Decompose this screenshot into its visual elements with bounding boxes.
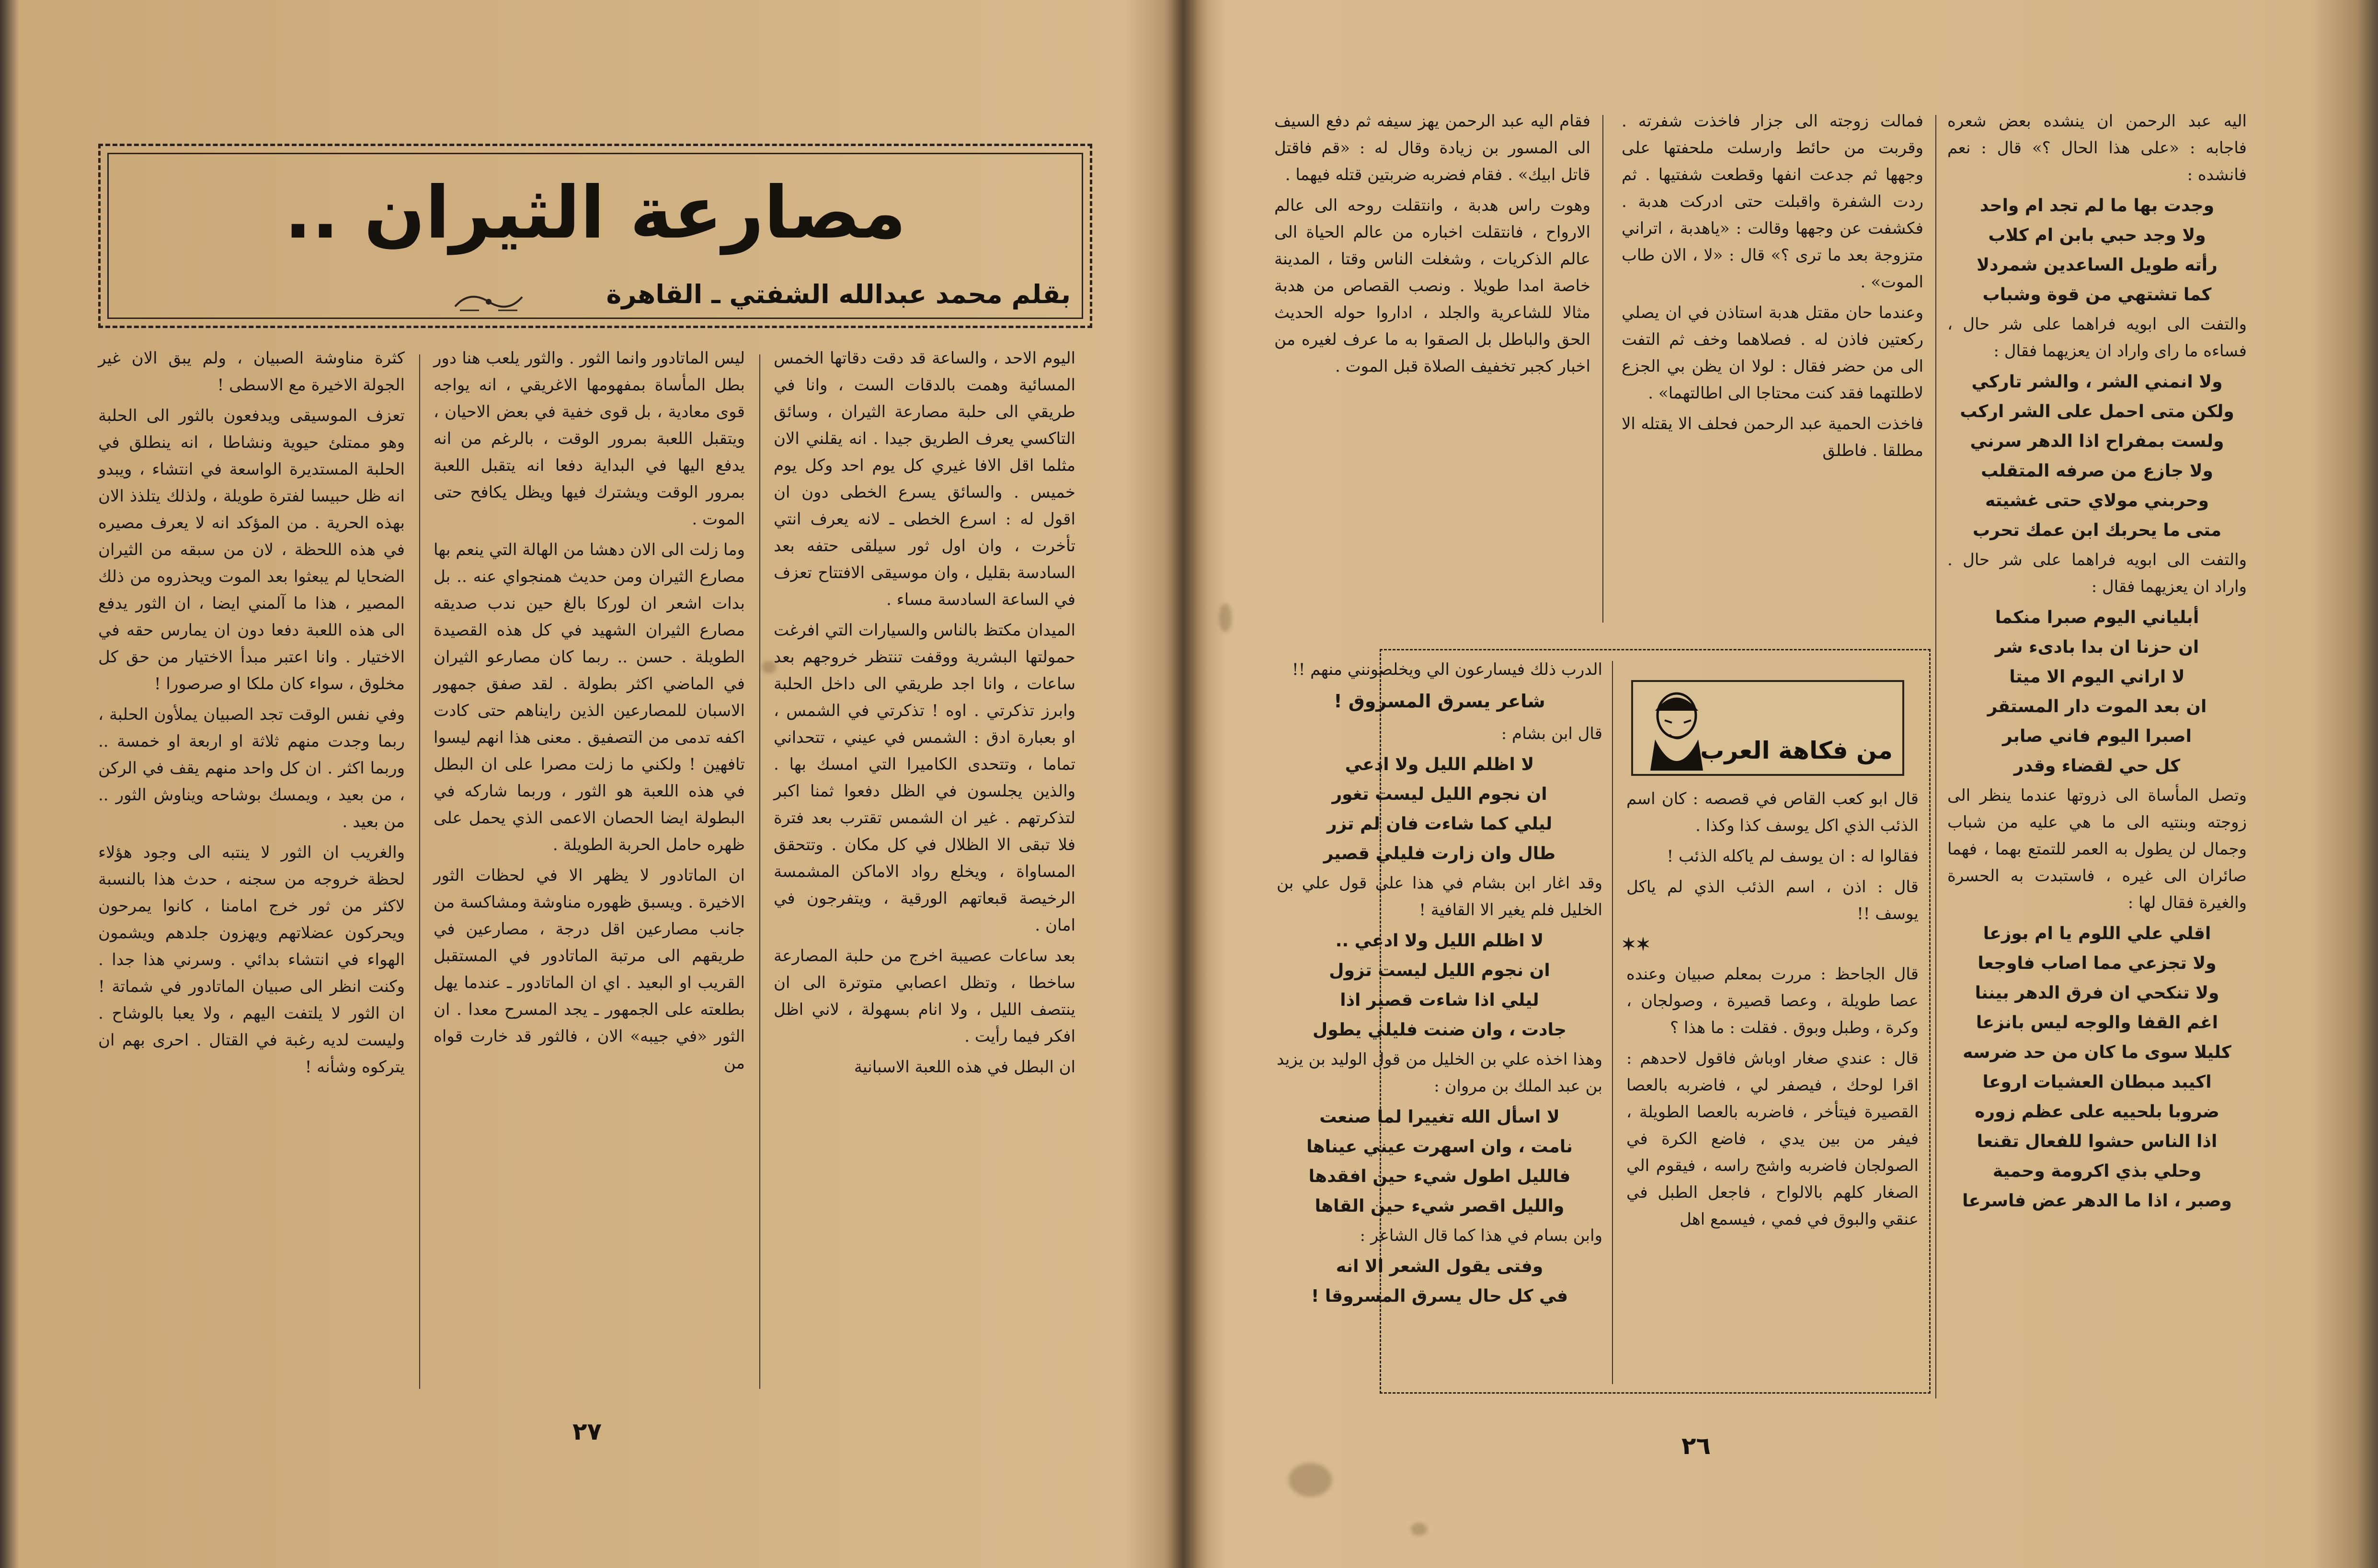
- paragraph: وفي نفس الوقت تجد الصبيان يملأون الحلبة ، ربما وجدت منهم ثلاثة او اربعة او خمسة .. وربما اكثر . ان كل واحد منهم يقف في الركن ، من بعيد ، ويمسك بوشاحه ويناوش الثور .. من بعيد .: [98, 705, 405, 831]
- verse-line: متى ما يحربك ابن عمك تحرب: [1972, 521, 2222, 540]
- verse-line: ولكن متى احمل على الشر اركب: [1960, 402, 2234, 421]
- verse-line: ان نجوم الليل ليست تغور: [1332, 784, 1547, 804]
- paragraph: فقالوا له : ان يوسف لم ياكله الذئب !: [1667, 847, 1919, 866]
- verse-line: ضروبا بلحييه على عظم زوره: [1975, 1102, 2219, 1122]
- verse-line: اكيبد مبطان العشيات اروعا: [1982, 1072, 2212, 1092]
- verse-line: وحربني مولاي حتى غشيته: [1985, 491, 2209, 511]
- verse-line: رأته طويل الساعدين شمردلا: [1977, 255, 2218, 275]
- paragraph: وابن بسام في هذا كما قال الشاعر :: [1360, 1226, 1602, 1245]
- paragraph: قال : عندي صغار اوباش فاقول لاحدهم : اقرا لوحك ، فيصفر لي ، فاضربه بالعصا القصيرة فيتأخر ، فاضربه بالعصا الطويلة ، فيفر من بين يدي ، فاضع الكرة في الصولجان فاضربه واشج راسه ، فيقوم الي الصغار كلهم بالالواح ، فاجعل الطبل في عنقي والبوق في فمي ، فيسمع اهل: [1626, 1049, 1919, 1229]
- verse-line: كما تشتهي من قوة وشباب: [1982, 285, 2212, 305]
- box-column: [1621, 785, 1919, 1389]
- title-box: [98, 144, 1092, 328]
- article-column: [1274, 108, 1590, 625]
- verse-line: في كل حال يسرق المسروقا !: [1311, 1286, 1568, 1306]
- verse-line: ليلي اذا شاءت قصير اذا: [1340, 990, 1539, 1010]
- verse-line: كليلا سوى ما كان من حد ضرسه: [1963, 1043, 2231, 1062]
- paragraph: تعزف الموسيقى ويدفعون بالثور الى الحلبة وهو ممتلئ حيوية ونشاطا ، انه ينطلق في الحلبة المستديرة الواسعة في انتشاء ، ويبدو انه ظل حبيسا لفترة طويلة ، ولذلك يتلذذ الان بهذه الحرية . من المؤكد انه لا يعرف مصيره في هذه اللحظة ، لان من سبقه من الثيران الضحايا لم يبعثوا بعد الموت ويحذروه من ذلك المصير ، هذا ما آلمني ايضا ، ان الثور يدفع الى هذه اللعبة دفعا دون ان يمارس حقه في الاختيار . وانا اعتبر مبدأ الاختيار من حق كل مخلوق ، سواء كان ملكا او صرصورا !: [98, 406, 405, 693]
- verse-line: اقلي علي اللوم يا ام بوزعا: [1983, 924, 2211, 943]
- paragraph: اليه عبد الرحمن ان ينشده بعض شعره فاجابه : «على هذا الحال ؟» قال : نعم فانشده :: [1947, 112, 2247, 184]
- paragraph: قال ابن بشام :: [1501, 724, 1602, 743]
- article-column: [98, 345, 405, 1398]
- verse-line: جادت ، وان ضنت فليلي يطول: [1313, 1020, 1566, 1040]
- column-rule: [1935, 115, 1936, 1398]
- verse-line: ولا وجد حبي بابن ام كلاب: [1988, 226, 2206, 245]
- verse-line: ولست بمفراح اذا الدهر سرني: [1970, 432, 2224, 451]
- paragraph: فاخذت الحمية عبد الرحمن فحلف الا يقتله الا مطلقا . فاطلق: [1622, 414, 1923, 460]
- verse-line: ليلي كما شاءت فان لم تزر: [1326, 814, 1553, 834]
- paragraph: والغريب ان الثور لا ينتبه الى وجود هؤلاء لحظة خروجه من سجنه ، حدث هذا بالنسبة لاكثر من ثور خرج امامنا ، كانوا يمرحون ويحركون عضلاتهم ويهزون جلدهم ويشمون الهواء في انتشاء بدائي . وسرني هذا جدا . وكنت انظر الى صبيان الماتادور في شماتة ! ان الثور لا يلتفت اليهم ، ولا يعبا بالوشاح . وليست لديه رغبة في القتال . احرى بهم ان يتركوه وشأنه !: [98, 843, 405, 1077]
- paragraph: الميدان مكتظ بالناس والسيارات التي افرغت حمولتها البشرية ووقفت تنتظر خروجهم بعد ساعات ، وانا اجد طريقي الى داخل الحلبة وابرز تذكرتي . اوه ! تذكرتي في الشمس ، او بعبارة ادق : الشمس في عيني ، تتحداني تماما ، وتتحدى الكاميرا التي امسك بها . والذين يجلسون في الظل دفعوا ثمنا اكبر لتذكرتهم . غير ان الشمس تقترب بعد فترة فلا تبقى الا الظلال في كل مكان . وتتحقق المساواة ، ويخلع رواد الاماكن المشمسة الرخيصة قبعاتهم الورقية ، ويتفرجون في امان .: [774, 621, 1075, 935]
- paragraph: وتصل المأساة الى ذروتها عندما ينظر الى زوجته وبنتيه الى ما هي عليه من شباب وجمال لن يطول به العمر للتمتع بهما ، فهما صائران الى غيره ، فاستبدت به الحسرة والغيرة فقال لها :: [1947, 786, 2247, 912]
- verse-line: اصبرا اليوم فاني صابر: [2002, 727, 2192, 746]
- verse-line: ولا تنكحي ان فرق الدهر بيننا: [1975, 983, 2219, 1003]
- article-column: [434, 345, 745, 1398]
- verse-line: لا اراني اليوم الا ميتا: [2009, 667, 2185, 687]
- column-rule: [759, 354, 760, 1389]
- left-page: [0, 0, 1183, 1568]
- verse-line: لا اظلم الليل ولا ادعي: [1345, 755, 1534, 774]
- verse-line: ان بعد الموت دار المستقر: [1987, 697, 2207, 716]
- paragraph: وعندما حان مقتل هدبة استاذن في ان يصلي ركعتين فاذن له . فصلاهما وخف ثم التفت الى من حضر فقال : لولا ان يظن بي الجزع لاطلتهما فقد كنت محتاجا الى اطالتهما» .: [1622, 303, 1923, 403]
- box-column: [1277, 656, 1602, 1389]
- paragraph: قال الجاحظ : مررت بمعلم صبيان وعنده عصا طويلة ، وعصا قصيرة ، وصولجان ، وكرة ، وطبل وبوق . فقلت : ما هذا ؟: [1626, 965, 1919, 1037]
- verse-line: ان حزنا ان بدا بادىء شر: [1995, 637, 2199, 657]
- verse-line: وحلي بذي اكرومة وحمية: [1992, 1161, 2202, 1181]
- verse-line: كل حي لقضاء وقدر: [2013, 756, 2181, 776]
- verse-line: وصبر ، اذا ما الدهر عض فاسرعا: [1962, 1191, 2232, 1211]
- paragraph: ليس الماتادور وانما الثور . والثور يلعب هنا دور بطل المأساة بمفهومها الاغريقي ، انه يواجه قوى معادية ، بل قوى خفية في بعض الاحيان ، ويتقبل اللعبة بمرور الوقت ، بالرغم من انه يدفع اليها في البداية دفعا انه يتقبل اللعبة بمرور الوقت ويشترك فيها ويظل يكافح حتى الموت .: [434, 349, 745, 529]
- article-column: [774, 345, 1075, 1398]
- verse-line: فالليل اطول شيء حين افقدها: [1308, 1167, 1571, 1186]
- verse-line: ولا جازع من صرفه المتقلب: [1981, 461, 2213, 481]
- article-column: [1622, 108, 1923, 625]
- paragraph: فقام اليه عبد الرحمن يهز سيفه ثم دفع السيف الى المسور بن زيادة وقال له : «قم فاقتل قاتل ابيك» . فقام فضربه ضربتين قتله فيهما .: [1274, 112, 1590, 184]
- verse-line: أبلياني اليوم صبرا منكما: [1995, 608, 2199, 627]
- paragraph: قال ابو كعب القاص في قصصه : كان اسم الذئب الذي اكل يوسف كذا وكذا .: [1626, 789, 1919, 835]
- column-rule: [419, 354, 420, 1389]
- paragraph: كثرة مناوشة الصبيان ، ولم يبق الان غير الجولة الاخيرة مع الاسطى !: [98, 349, 405, 395]
- paragraph: اليوم الاحد ، والساعة قد دقت دقاتها الخمس المسائية وهمت بالدقات الست ، وانا في طريقي الى حلبة مصارعة الثيران ، وسائق التاكسي يعرف الطريق جيدا . انه يقلني الان مثلما اقل الافا غيري كل يوم احد وكل يوم خميس . والسائق يسرع الخطى دون ان اقول له : اسرع الخطى ـ لانه يعرف انتي تأخرت ، وان اول ثور سيلقى حتفه بعد السادسة بقليل ، وان موسيقى الافتتاح تعزف في الساعة السادسة مساء .: [774, 349, 1075, 609]
- star-separator-icon: ✶✶: [1621, 934, 1650, 954]
- verse-line: وفتى يقول الشعر الا انه: [1336, 1257, 1543, 1276]
- verse-line: لا اسأل الله تغييرا لما صنعت: [1319, 1107, 1560, 1127]
- box-title: من فكاهة العرب: [1700, 737, 1893, 764]
- paragraph: وهوت راس هدبة ، وانتقلت روحه الى عالم الارواح ، فانتقلت اخباره من عالم الحياة الى عالم الذكريات ، وشغلت الناس وقتا ، المدينة خاصة امدا طويلا . ونصب القصاص من هدبة مثالا للشاعرية والجلد ، اداروا حوله الحديث الحق والباطل بل الصقوا به ما عرف لغيره من اخبار كجبر تخفيف الصلاة قبل الموت .: [1274, 196, 1590, 376]
- article-byline: بقلم محمد عبدالله الشفتي ـ القاهرة: [606, 279, 1071, 309]
- paragraph: ان البطل في هذه اللعبة الاسبانية: [854, 1057, 1075, 1077]
- page-number: ٢٦: [1681, 1432, 1711, 1460]
- section-heading: شاعر يسرق المسروق !: [1334, 691, 1545, 712]
- verse-line: اذا الناس حشوا للفعال تقنعا: [1977, 1132, 2218, 1151]
- paragraph: وقد اغار ابن بشام في هذا على قول علي بن الخليل فلم يغير الا القافية !: [1277, 874, 1602, 920]
- paragraph: والتفت الى ابويه فراهما على شر حال . واراد ان يعزيهما فقال :: [1947, 550, 2247, 596]
- article-column: [1947, 108, 2247, 1415]
- verse-line: ان نجوم الليل ليست تزول: [1329, 961, 1550, 980]
- page-number: ٢٧: [572, 1418, 602, 1445]
- verse-line: ولا انمني الشر ، والشر تاركي: [1971, 372, 2223, 392]
- verse-line: ولا تجزعي مما اصاب فاوجعا: [1978, 954, 2217, 973]
- paragraph: ان الماتادور لا يظهر الا في لحظات الثور الاخيرة . ويسبق ظهوره مناوشة ومشاكسة من جانب مصارعين اقل درجة ، مصارعين في طريقهم الى مرتبة الماتادور في المستقبل القريب او البعيد . اي ان الماتادور ـ عندما يهل بطلعته على الجمهور ـ يجد المسرح معدا . ان الثور «في جيبه» الان ، فالثور قد خارت قواه من: [434, 866, 745, 1073]
- verse-line: طال وان زارت فليلي قصير: [1323, 844, 1556, 864]
- paragraph: الدرب ذلك فيسارعون الي ويخلصونني منهم !!: [1292, 660, 1602, 679]
- paragraph: وهذا اخذه علي بن الخليل من قول الوليد بن يزيد بن عبد الملك بن مروان :: [1277, 1050, 1602, 1096]
- paragraph: بعد ساعات عصيبة اخرج من حلبة المصارعة ساخطا ، وتظل اعصابي متوترة الى ان ينتصف الليل ، ولا انام بسهولة ، لاني اظل افكر فيما رأيت .: [774, 946, 1075, 1046]
- column-rule: [1602, 115, 1603, 623]
- paragraph: قال : اذن ، اسم الذئب الذي لم ياكل يوسف !!: [1626, 877, 1919, 923]
- column-rule: [1612, 661, 1613, 1384]
- paragraph: وما زلت الى الان دهشا من الهالة التي ينعم بها مصارع الثيران ومن حديث همنجواي عنه .. بل بدات اشعر ان لوركا بالغ حين ندب صديقه مصارع الثيران الشهيد في كل هذه القصيدة الطويلة . حسن .. ربما كان مصارعو الثيران في الماضي اكثر بطولة . لقد صفق جمهور الاسبان للمصارعين الذين رايناهم حتى كادت اكفه تدمى من التصفيق . معنى هذا انهم ليسوا تافهين ! ولكني ما زلت مصرا على ان البطل في هذه اللعبة هو الثور ، وربما شاركه في البطولة ايضا الحصان الاعمى الذي يحمل على ظهره حامل الحربة الطويلة .: [434, 540, 745, 854]
- verse-line: لا اظلم الليل ولا ادعي ..: [1335, 931, 1544, 951]
- verse-line: اغم القفا والوجه ليس بانزعا: [1976, 1013, 2218, 1033]
- verse-line: والليل اقصر شيء حين القاها: [1315, 1196, 1565, 1216]
- verse-line: وجدت بها ما لم تجد ام واحد: [1979, 196, 2215, 216]
- box-logo: [1631, 680, 1904, 776]
- verse-line: نامت ، وان اسهرت عيني عيناها: [1306, 1137, 1573, 1157]
- paragraph: والتفت الى ابويه فراهما على شر حال ، فساءه ما راى واراد ان يعزيهما فقال :: [1947, 315, 2247, 361]
- article-title: مصارعة الثيران ..: [284, 171, 906, 255]
- paragraph: فمالت زوجته الى جزار فاخذت شفرته . وقربت من حائط وارسلت ملحفتها على وجهها ثم جدعت انفها وقطعت شفتيها . ثم ردت الشفرة واقبلت حتى ادركت هدبة . فكشفت عن وجهها وقالت : «ياهدبة ، اتراني متزوجة بعد ما ترى ؟» قال : «لا ، الان طاب الموت» .: [1622, 112, 1923, 292]
